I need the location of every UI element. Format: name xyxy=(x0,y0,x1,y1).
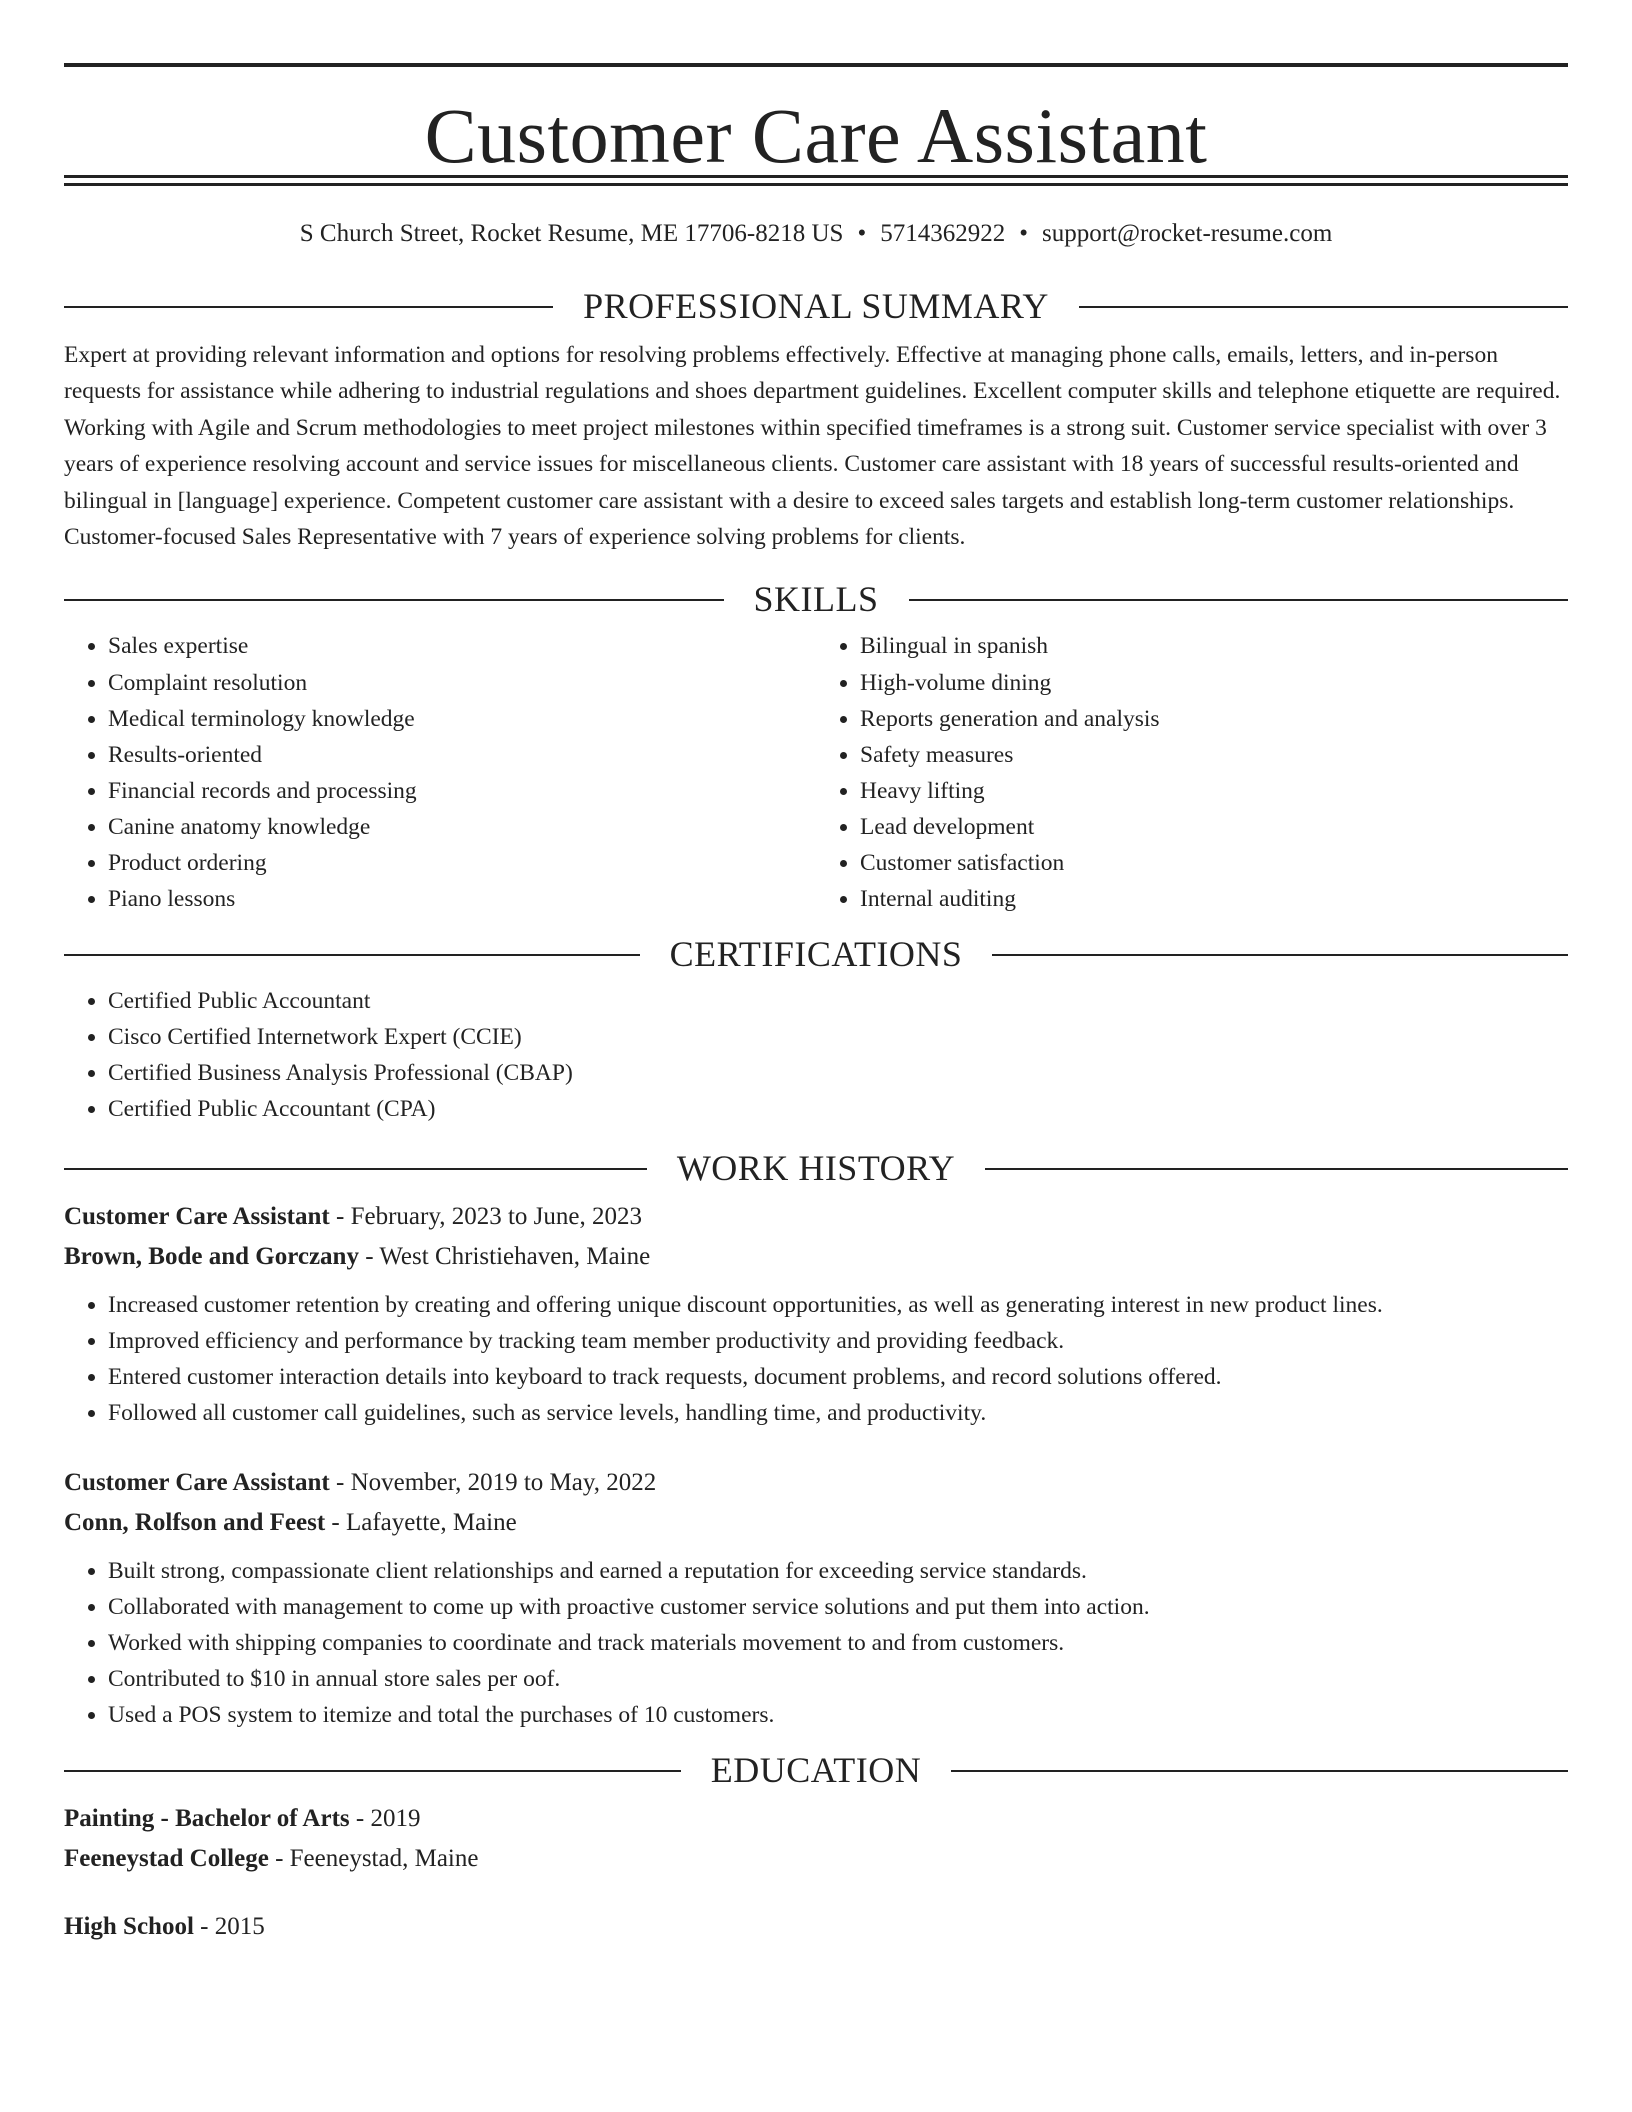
list-item: • Internal auditing xyxy=(860,881,1568,917)
skills-columns xyxy=(64,628,1568,917)
job-entry xyxy=(64,1463,1568,1733)
job-dates: February, 2023 to June, 2023 xyxy=(350,1202,642,1230)
skills-list-left xyxy=(64,628,816,917)
job-company: Brown, Bode and Gorczany xyxy=(64,1242,359,1270)
list-item: • Certified Public Accountant (CPA) xyxy=(108,1091,1568,1127)
list-item: • Piano lessons xyxy=(108,881,816,917)
education-degree-line: High School - 2015 xyxy=(64,1913,265,1941)
list-item: • Increased customer retention by creating and offering unique discount opportunities, as well as generating interest in new product lines. xyxy=(108,1287,1568,1323)
education-degree: High School xyxy=(64,1913,194,1941)
list-item: • Sales expertise xyxy=(108,628,816,664)
contact-email: support@rocket-resume.com xyxy=(1041,220,1333,247)
list-item: • Customer satisfaction xyxy=(860,845,1568,881)
list-item: • Certified Public Accountant xyxy=(108,983,1568,1019)
contact-separator: • xyxy=(1019,220,1028,247)
section-heading-label: CERTIFICATIONS xyxy=(669,934,963,975)
list-item: • Used a POS system to itemize and total the purchases of 10 customers. xyxy=(108,1697,1568,1733)
section-heading-work-history xyxy=(64,1148,1568,1188)
list-item: • Entered customer interaction details into keyboard to track requests, document problems, and record solutions offered. xyxy=(108,1359,1568,1395)
list-item: • Lead development xyxy=(860,809,1568,845)
section-heading-education xyxy=(64,1750,1568,1790)
education-entry xyxy=(64,1907,1568,1947)
list-item: • Heavy lifting xyxy=(860,773,1568,809)
job-bullets xyxy=(64,1553,1568,1733)
education-degree-line: Painting - Bachelor of Arts - 2019 xyxy=(64,1805,421,1833)
list-item: • Product ordering xyxy=(108,845,816,881)
list-item: • Contributed to $10 in annual store sales per oof. xyxy=(108,1661,1568,1697)
list-item: • Complaint resolution xyxy=(108,665,816,701)
contact-address: S Church Street, Rocket Resume, ME 17706-8218 US xyxy=(299,220,844,247)
section-heading-label: WORK HISTORY xyxy=(676,1147,956,1188)
list-item: • Followed all customer call guidelines, such as service levels, handling time, and productivity. xyxy=(108,1395,1568,1431)
job-title-line: Customer Care Assistant - February, 2023 to June, 2023 xyxy=(64,1202,642,1230)
section-heading-label: SKILLS xyxy=(753,579,879,620)
contact-line xyxy=(64,219,1568,249)
job-title: Customer Care Assistant xyxy=(64,1468,330,1496)
education-school: Feeneystad College xyxy=(64,1845,269,1873)
section-heading-certifications xyxy=(64,934,1568,974)
page-title: Customer Care Assistant xyxy=(424,92,1208,179)
job-entry xyxy=(64,1197,1568,1431)
list-item: • Safety measures xyxy=(860,737,1568,773)
education-location: Feeneystad, Maine xyxy=(289,1845,479,1873)
education-degree: Painting - Bachelor of Arts xyxy=(64,1805,350,1833)
list-item: • Bilingual in spanish xyxy=(860,628,1568,664)
job-company: Conn, Rolfson and Feest xyxy=(64,1508,326,1536)
section-heading-summary xyxy=(64,286,1568,326)
list-item: • Collaborated with management to come up with proactive customer service solutions and put them into action. xyxy=(108,1589,1568,1625)
job-company-line: Brown, Bode and Gorczany - West Christiehaven, Maine xyxy=(64,1242,651,1270)
list-item: • Cisco Certified Internetwork Expert (CCIE) xyxy=(108,1019,1568,1055)
list-item: • Reports generation and analysis xyxy=(860,701,1568,737)
contact-phone: 5714362922 xyxy=(880,220,1006,247)
education-school-line: Feeneystad College - Feeneystad, Maine xyxy=(64,1845,479,1873)
job-bullets xyxy=(64,1287,1568,1431)
list-item: • Built strong, compassionate client relationships and earned a reputation for exceeding service standards. xyxy=(108,1553,1568,1589)
list-item: • Canine anatomy knowledge xyxy=(108,809,816,845)
list-item: • Medical terminology knowledge xyxy=(108,701,816,737)
job-title: Customer Care Assistant xyxy=(64,1202,330,1230)
list-item: • Certified Business Analysis Professional (CBAP) xyxy=(108,1055,1568,1091)
list-item: • Improved efficiency and performance by tracking team member productivity and providing feedback. xyxy=(108,1323,1568,1359)
job-dates: November, 2019 to May, 2022 xyxy=(350,1468,657,1496)
education-year: 2015 xyxy=(214,1913,265,1941)
list-item: • High-volume dining xyxy=(860,665,1568,701)
resume-page xyxy=(64,0,1568,1947)
section-heading-label: PROFESSIONAL SUMMARY xyxy=(583,286,1049,326)
section-heading-skills xyxy=(64,579,1568,619)
job-location: West Christiehaven, Maine xyxy=(379,1242,651,1270)
job-title-line: Customer Care Assistant - November, 2019 to May, 2022 xyxy=(64,1468,657,1496)
job-company-line: Conn, Rolfson and Feest - Lafayette, Maine xyxy=(64,1508,517,1536)
summary-text: Expert at providing relevant information and options for resolving problems effectively. Effective at managing phone calls, emails, letters, and in-person requests for assistance while adhering to industrial regulations and shoes department guidelines. Excellent computer skills and telephone etiquette are required. Working with Agile and Scrum methodologies to meet project milestones within specified timeframes is a strong suit. Customer service specialist with over 3 years of experience resolving account and service issues for miscellaneous clients. Customer care assistant with 18 years of successful results-oriented and bilingual in [language] experience. Competent customer care assistant with a desire to exceed sales targets and establish long-term customer relationships. Customer-focused Sales Representative with 7 years of experience solving problems for clients. xyxy=(64,342,1561,551)
list-item: • Results-oriented xyxy=(108,737,816,773)
section-heading-label: EDUCATION xyxy=(710,1750,922,1791)
education-year: 2019 xyxy=(370,1805,421,1833)
list-item: • Worked with shipping companies to coordinate and track materials movement to and from customers. xyxy=(108,1625,1568,1661)
education-entry xyxy=(64,1799,1568,1879)
skills-list-right xyxy=(816,628,1568,917)
list-item: • Financial records and processing xyxy=(108,773,816,809)
certifications-list xyxy=(64,983,1568,1127)
contact-separator: • xyxy=(857,220,867,247)
job-location: Lafayette, Maine xyxy=(345,1508,517,1536)
